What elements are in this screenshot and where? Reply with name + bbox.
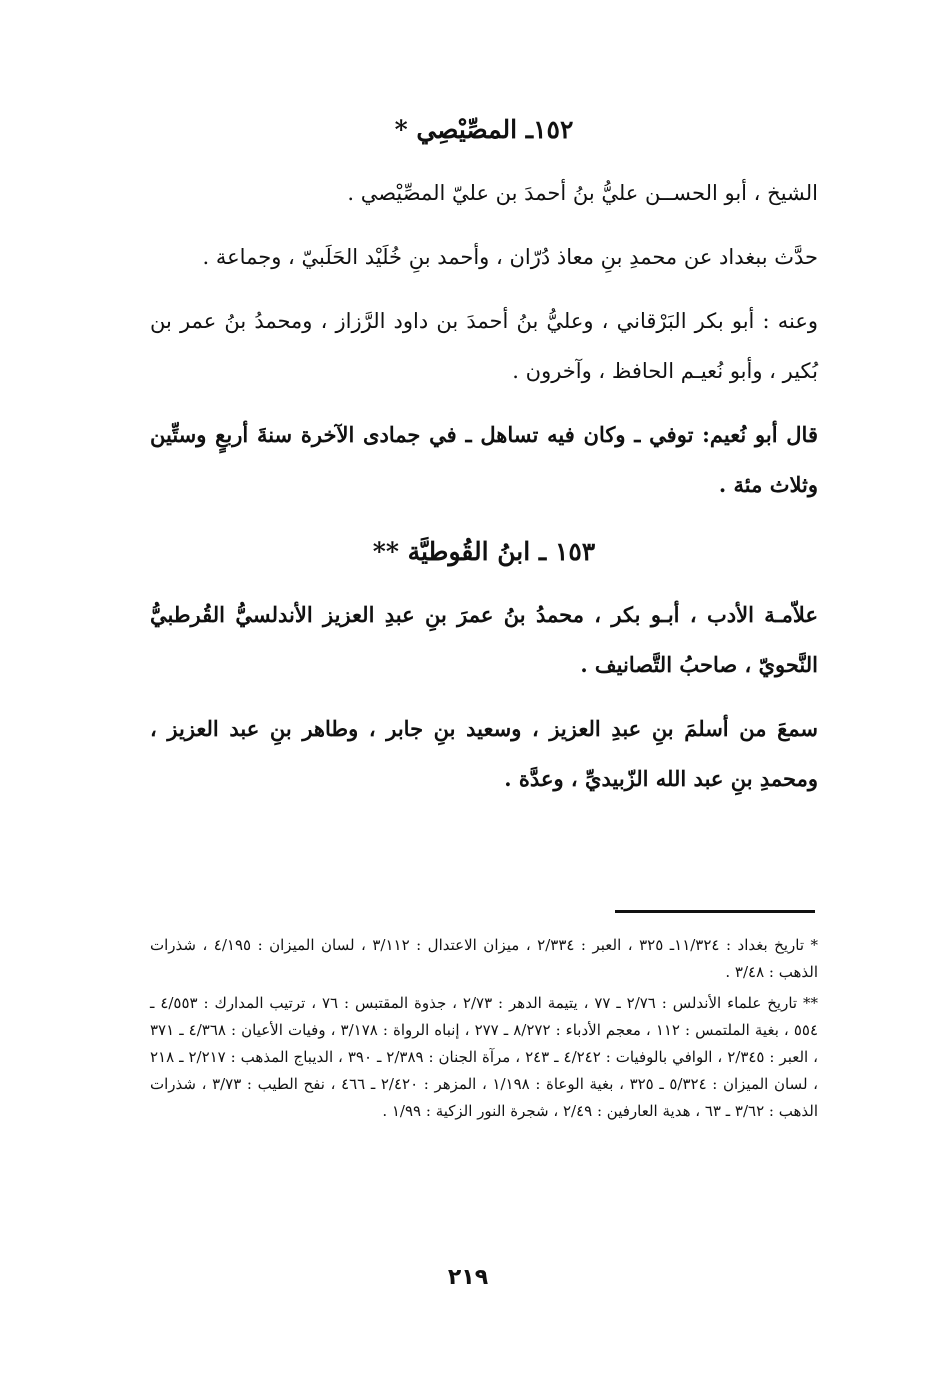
- entry-152-paragraph-name: الشيخ ، أبو الحســن عليُّ بنُ أحمدَ بن عليّ المصِّيْصي .: [347, 181, 818, 205]
- footnote-153: ** تاريخ علماء الأندلس : ٢/٧٦ ـ ٧٧ ، يتيمة الدهر : ٢/٧٣ ، جذوة المقتبس : ٧٦ ، ترتيب المدارك : ٤/٥٥٣ ـ ٥٥٤ ، بغية الملتمس : ١١٢ ، معجم الأدباء : ٨/٢٧٢ ـ ٢٧٧ ، إنباه الرواة : ٣/١٧٨ ، وفيات الأعيان : ٤/٣٦٨ ـ ٣٧١ ، العبر : ٢/٣٤٥ ، الوافي بالوفيات : ٤/٢٤٢ ـ ٢٤٣ ، مرآة الجنان : ٢/٣٨٩ ـ ٣٩٠ ، الديباج المذهب : ٢/٢١٧ ـ ٢١٨ ، لسان الميزان : ٥/٣٢٤ ـ ٣٢٥ ، بغية الوعاة : ١/١٩٨ ، المزهر : ٢/٤٢٠ ـ ٤٦٦ ، نفح الطيب : ٣/٧٣ ، شذرات الذهب : ٣/٦٢ ـ ٦٣ ، هدية العارفين : ٢/٤٩ ، شجرة النور الزكية : ١/٩٩ .: [150, 994, 818, 1120]
- footnotes: [150, 932, 818, 1129]
- footnote-152: * تاريخ بغداد : ١١/٣٢٤ـ ٣٢٥ ، العبر : ٢/٣٣٤ ، ميزان الاعتدال : ٣/١١٢ ، لسان الميزان : ٤/١٩٥ ، شذرات الذهب : ٣/٤٨ .: [150, 936, 818, 981]
- entry-152-paragraph-teachers: حدَّث ببغداد عن محمدِ بنِ معاذ دُرّان ، وأحمد بنِ خُلَيْد الحَلَبيّ ، وجماعة .: [202, 245, 818, 269]
- footnote-divider: [615, 910, 815, 913]
- entry-152-paragraph-death: قال أبو نُعيم: توفي ـ وكان فيه تساهل ـ في جمادى الآخرة سنةَ أربعٍ وستِّين وثلاث مئة .: [150, 422, 818, 497]
- entry-153-paragraph-teachers: سمعَ من أسلمَ بنِ عبدِ العزيز ، وسعيد بنِ جابر ، وطاهر بنِ عبد العزيز ، ومحمدِ بنِ عبد الله الزّبيديِّ ، وعدَّة .: [150, 716, 818, 791]
- entry-153-paragraph-name: علاّمـة الأدب ، أبـو بكر ، محمدُ بنُ عمرَ بنِ عبدِ العزيز الأندلسيُّ القُرطبيُّ النَّحويّ ، صاحبُ التَّصانيف .: [150, 602, 818, 677]
- entry-title-152: ١٥٢ـ المصِّيْصِي *: [394, 115, 574, 144]
- main-text: [150, 110, 818, 818]
- entry-152-paragraph-students: وعنه : أبو بكر البَرْقاني ، وعليُّ بنُ أحمدَ بن داود الرَّزاز ، ومحمدُ بنُ عمر بن بُكير ، وأبو نُعيـم الحافظ ، وآخرون .: [150, 309, 818, 383]
- entry-title-153: ١٥٣ ـ ابنُ القُوطيَّة **: [372, 537, 596, 566]
- page-number: ٢١٩: [447, 1265, 489, 1290]
